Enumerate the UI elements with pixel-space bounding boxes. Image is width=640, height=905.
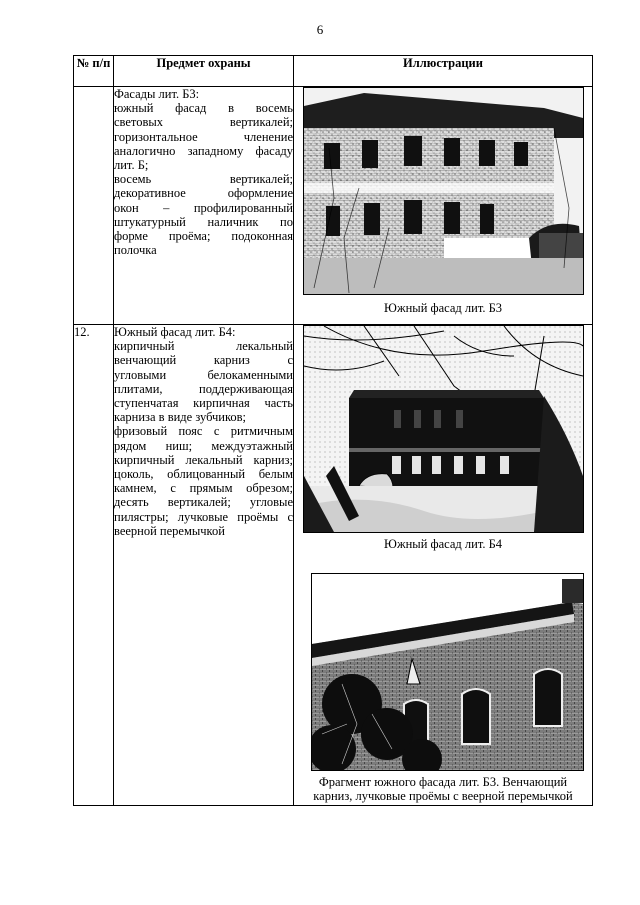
photo-caption: Фрагмент южного фасада лит. Б3. Венчающий карниз, лучковые проёмы с веерной перемычкой	[313, 775, 573, 803]
desc-line: десять вертикалей; угловые	[114, 495, 293, 510]
page-number: 6	[316, 22, 324, 37]
table-header-row	[74, 56, 593, 87]
desc-line: венчающий карниз с	[114, 353, 293, 368]
desc-line: декоративное оформление	[114, 186, 293, 201]
header-subject: Предмет охраны	[114, 56, 294, 87]
desc-line: Фасады лит. Б3:	[114, 87, 200, 101]
protection-table	[73, 55, 593, 806]
desc-line: южный фасад в восемь	[114, 101, 293, 116]
desc-line: камнем, с прямым обрезом;	[114, 481, 293, 496]
header-illustrations: Иллюстрации	[294, 56, 593, 87]
facade-photo-b3	[303, 87, 584, 295]
table-row	[74, 87, 593, 325]
desc-line: веерной перемычкой	[114, 523, 225, 538]
desc-line: кирпичный лекальный	[114, 339, 293, 354]
desc-line: штукатурный наличник по	[114, 214, 293, 229]
table-row	[74, 325, 593, 806]
desc-line: форме проёма; подоконная	[114, 229, 293, 244]
facade-photo-b4	[303, 325, 584, 533]
photo-caption: Южный фасад лит. Б4	[383, 537, 503, 551]
desc-line: цоколь, облицованный белым	[114, 467, 293, 482]
desc-line: плитами, поддерживающая	[114, 381, 293, 396]
desc-line: лит. Б;	[114, 158, 149, 173]
desc-line: угловыми белокаменными	[114, 367, 293, 382]
header-num: № п/п	[74, 56, 114, 87]
desc-line: окон – профилированный	[114, 200, 293, 215]
desc-line: аналогично западному фасаду	[114, 143, 293, 158]
row-description	[114, 87, 294, 325]
row-illustrations	[294, 325, 593, 806]
desc-line: ступенчатая кирпичная часть	[114, 396, 293, 411]
desc-line: рядом ниш; междуэтажный	[114, 438, 293, 453]
desc-line: Южный фасад лит. Б4:	[114, 325, 236, 339]
desc-line: световых вертикалей;	[114, 115, 293, 130]
desc-line: полочка	[114, 243, 157, 258]
desc-line: карниза в виде зубчиков;	[114, 410, 247, 425]
row-illustrations	[294, 87, 593, 325]
desc-line: фризовый пояс с ритмичным	[114, 424, 293, 439]
facade-fragment-photo	[311, 573, 584, 771]
row-description	[114, 325, 294, 806]
row-number: 12.	[74, 325, 114, 806]
photo-caption: Южный фасад лит. Б3	[383, 301, 503, 315]
row-number	[74, 87, 114, 325]
desc-line: горизонтальное членение	[114, 129, 293, 144]
desc-line: восемь вертикалей;	[114, 172, 293, 187]
desc-line: пилястры; лучковые проёмы с	[114, 509, 293, 524]
desc-line: кирпичный лекальный карниз;	[114, 452, 293, 467]
